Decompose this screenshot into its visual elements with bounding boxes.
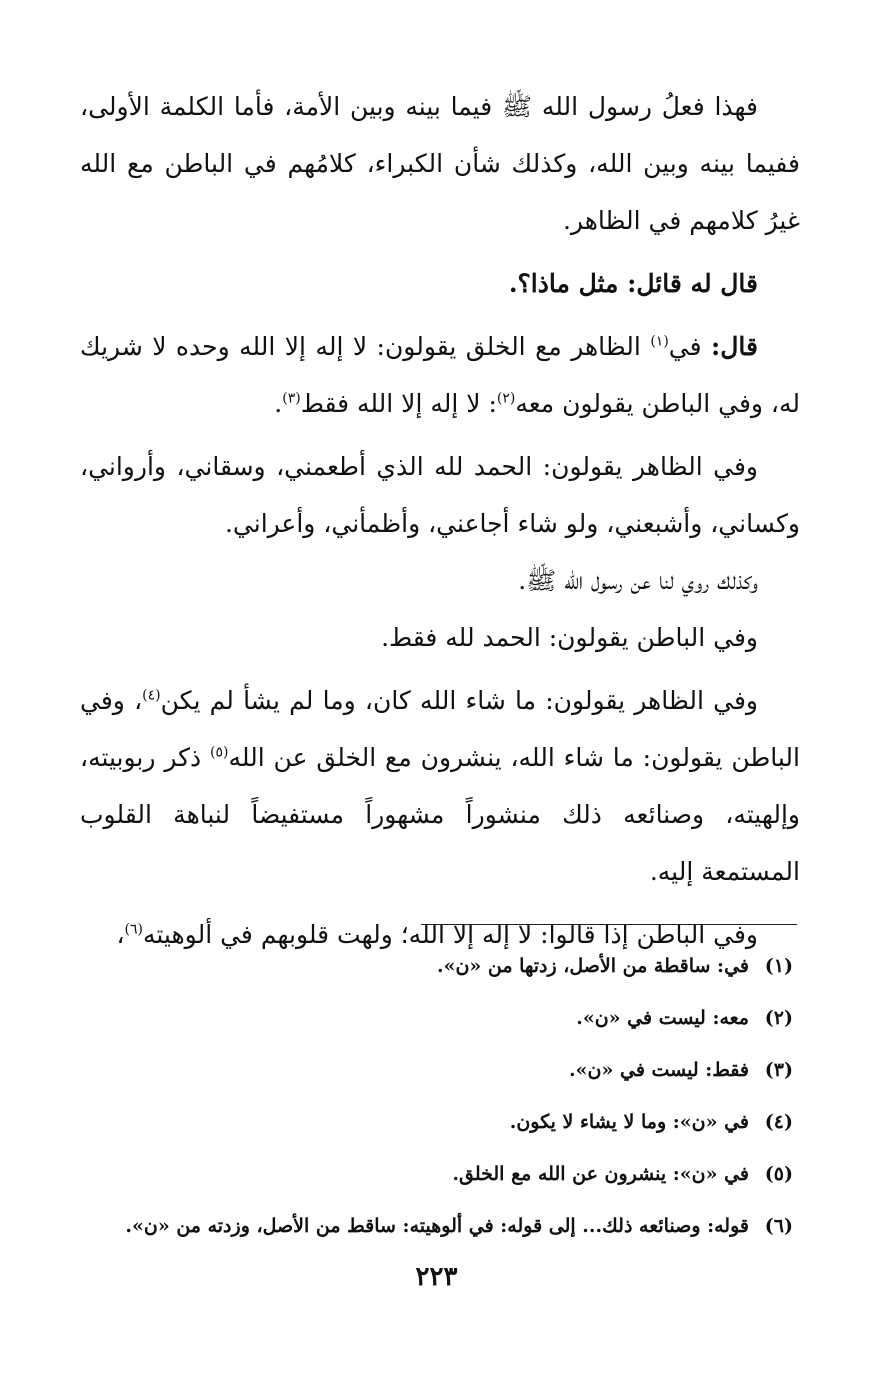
footnote-ref-6: (٦) — [124, 921, 143, 938]
footnote-item — [73, 940, 793, 992]
speaker-label: قال: — [711, 332, 758, 361]
paragraph-4: وفي الظاهر يقولون: الحمد لله الذي أطعمني، وسقاني، وأرواني، وكساني، وأشبعني، ولو شاء أجاعني، وأظمأني، وأعراني. — [80, 452, 800, 538]
paragraph-1: فهذا فعلُ رسول الله ﷺ فيما بينه وبين الأمة، فأما الكلمة الأولى، ففيما بينه وبين الله، وكذلك شأن الكبراء، كلامُهم في الباطن مع الله غيرُ كلامهم في الظاهر. — [80, 92, 800, 235]
footnote-number: (٤) — [764, 1111, 793, 1133]
text-span: ذكر ربوبيته، وإلهيته، وصنائعه ذلك منشوراً مشهوراً مستفيضاً لنباهة القلوب المستمعة إليه. — [80, 743, 800, 886]
footnote-text: في: ساقطة من الأصل، زدتها من «ن». — [436, 955, 749, 977]
footnote-number: (١) — [764, 955, 793, 977]
main-text — [80, 78, 800, 963]
footnote-text: في «ن»: ينشرون عن الله مع الخلق. — [452, 1163, 749, 1185]
footnote-item — [73, 992, 793, 1044]
text-span: وفي الظاهر يقولون: ما شاء الله كان، وما لم يشأ لم يكن — [160, 686, 758, 715]
paragraph-2: قال له قائل: مثل ماذا؟. — [508, 269, 758, 298]
footnote-text: في «ن»: وما لا يشاء لا يكون. — [509, 1111, 749, 1133]
footnote-item — [73, 1200, 793, 1252]
footnote-number: (٣) — [764, 1059, 793, 1081]
footnote-item — [73, 1148, 793, 1200]
footnote-ref-5: (٥) — [210, 744, 229, 761]
footnote-text: معه: ليست في «ن». — [576, 1007, 749, 1029]
text-span: : لا إله إلا الله فقط — [300, 389, 497, 418]
footnote-text: فقط: ليست في «ن». — [569, 1059, 749, 1081]
text-span: وفي الباطن إذا قالوا: لا إله إلا الله؛ ولهت قلوبهم في ألوهيته — [142, 920, 758, 949]
text-span: ، — [116, 920, 125, 949]
paragraph-6: وفي الباطن يقولون: الحمد لله فقط. — [381, 623, 758, 652]
footnote-ref-4: (٤) — [142, 687, 161, 704]
footnotes — [73, 940, 793, 1252]
paragraph-5: وكذلك روي لنا عن رسول الله ﷺ. — [518, 566, 758, 595]
text-span: في — [668, 332, 712, 361]
text-span: ، وفي الباطن يقولون: ما شاء الله، ينشرون مع الخلق عن الله — [80, 686, 800, 772]
footnote-number: (٢) — [764, 1007, 793, 1029]
page-body — [80, 78, 800, 963]
footnote-item — [73, 1096, 793, 1148]
footnote-number: (٥) — [764, 1163, 793, 1185]
footnote-divider — [421, 924, 797, 925]
footnote-ref-1: (١) — [650, 333, 669, 350]
text-span: الظاهر مع الخلق يقولون: لا إله إلا الله وحده لا شريك له، وفي الباطن يقولون معه — [80, 332, 800, 418]
paragraph-7 — [80, 672, 800, 900]
paragraph-3 — [80, 318, 800, 432]
text-span: . — [274, 389, 283, 418]
footnote-text: قوله: وصنائعه ذلك... إلى قوله: في ألوهيته: ساقط من الأصل، وزدته من «ن». — [125, 1215, 749, 1237]
footnote-ref-2: (٢) — [496, 390, 516, 407]
page-number: ٢٢٣ — [415, 1262, 458, 1292]
footnote-ref-3: (٣) — [282, 390, 301, 407]
footnote-number: (٦) — [764, 1215, 793, 1237]
footnote-item — [73, 1044, 793, 1096]
